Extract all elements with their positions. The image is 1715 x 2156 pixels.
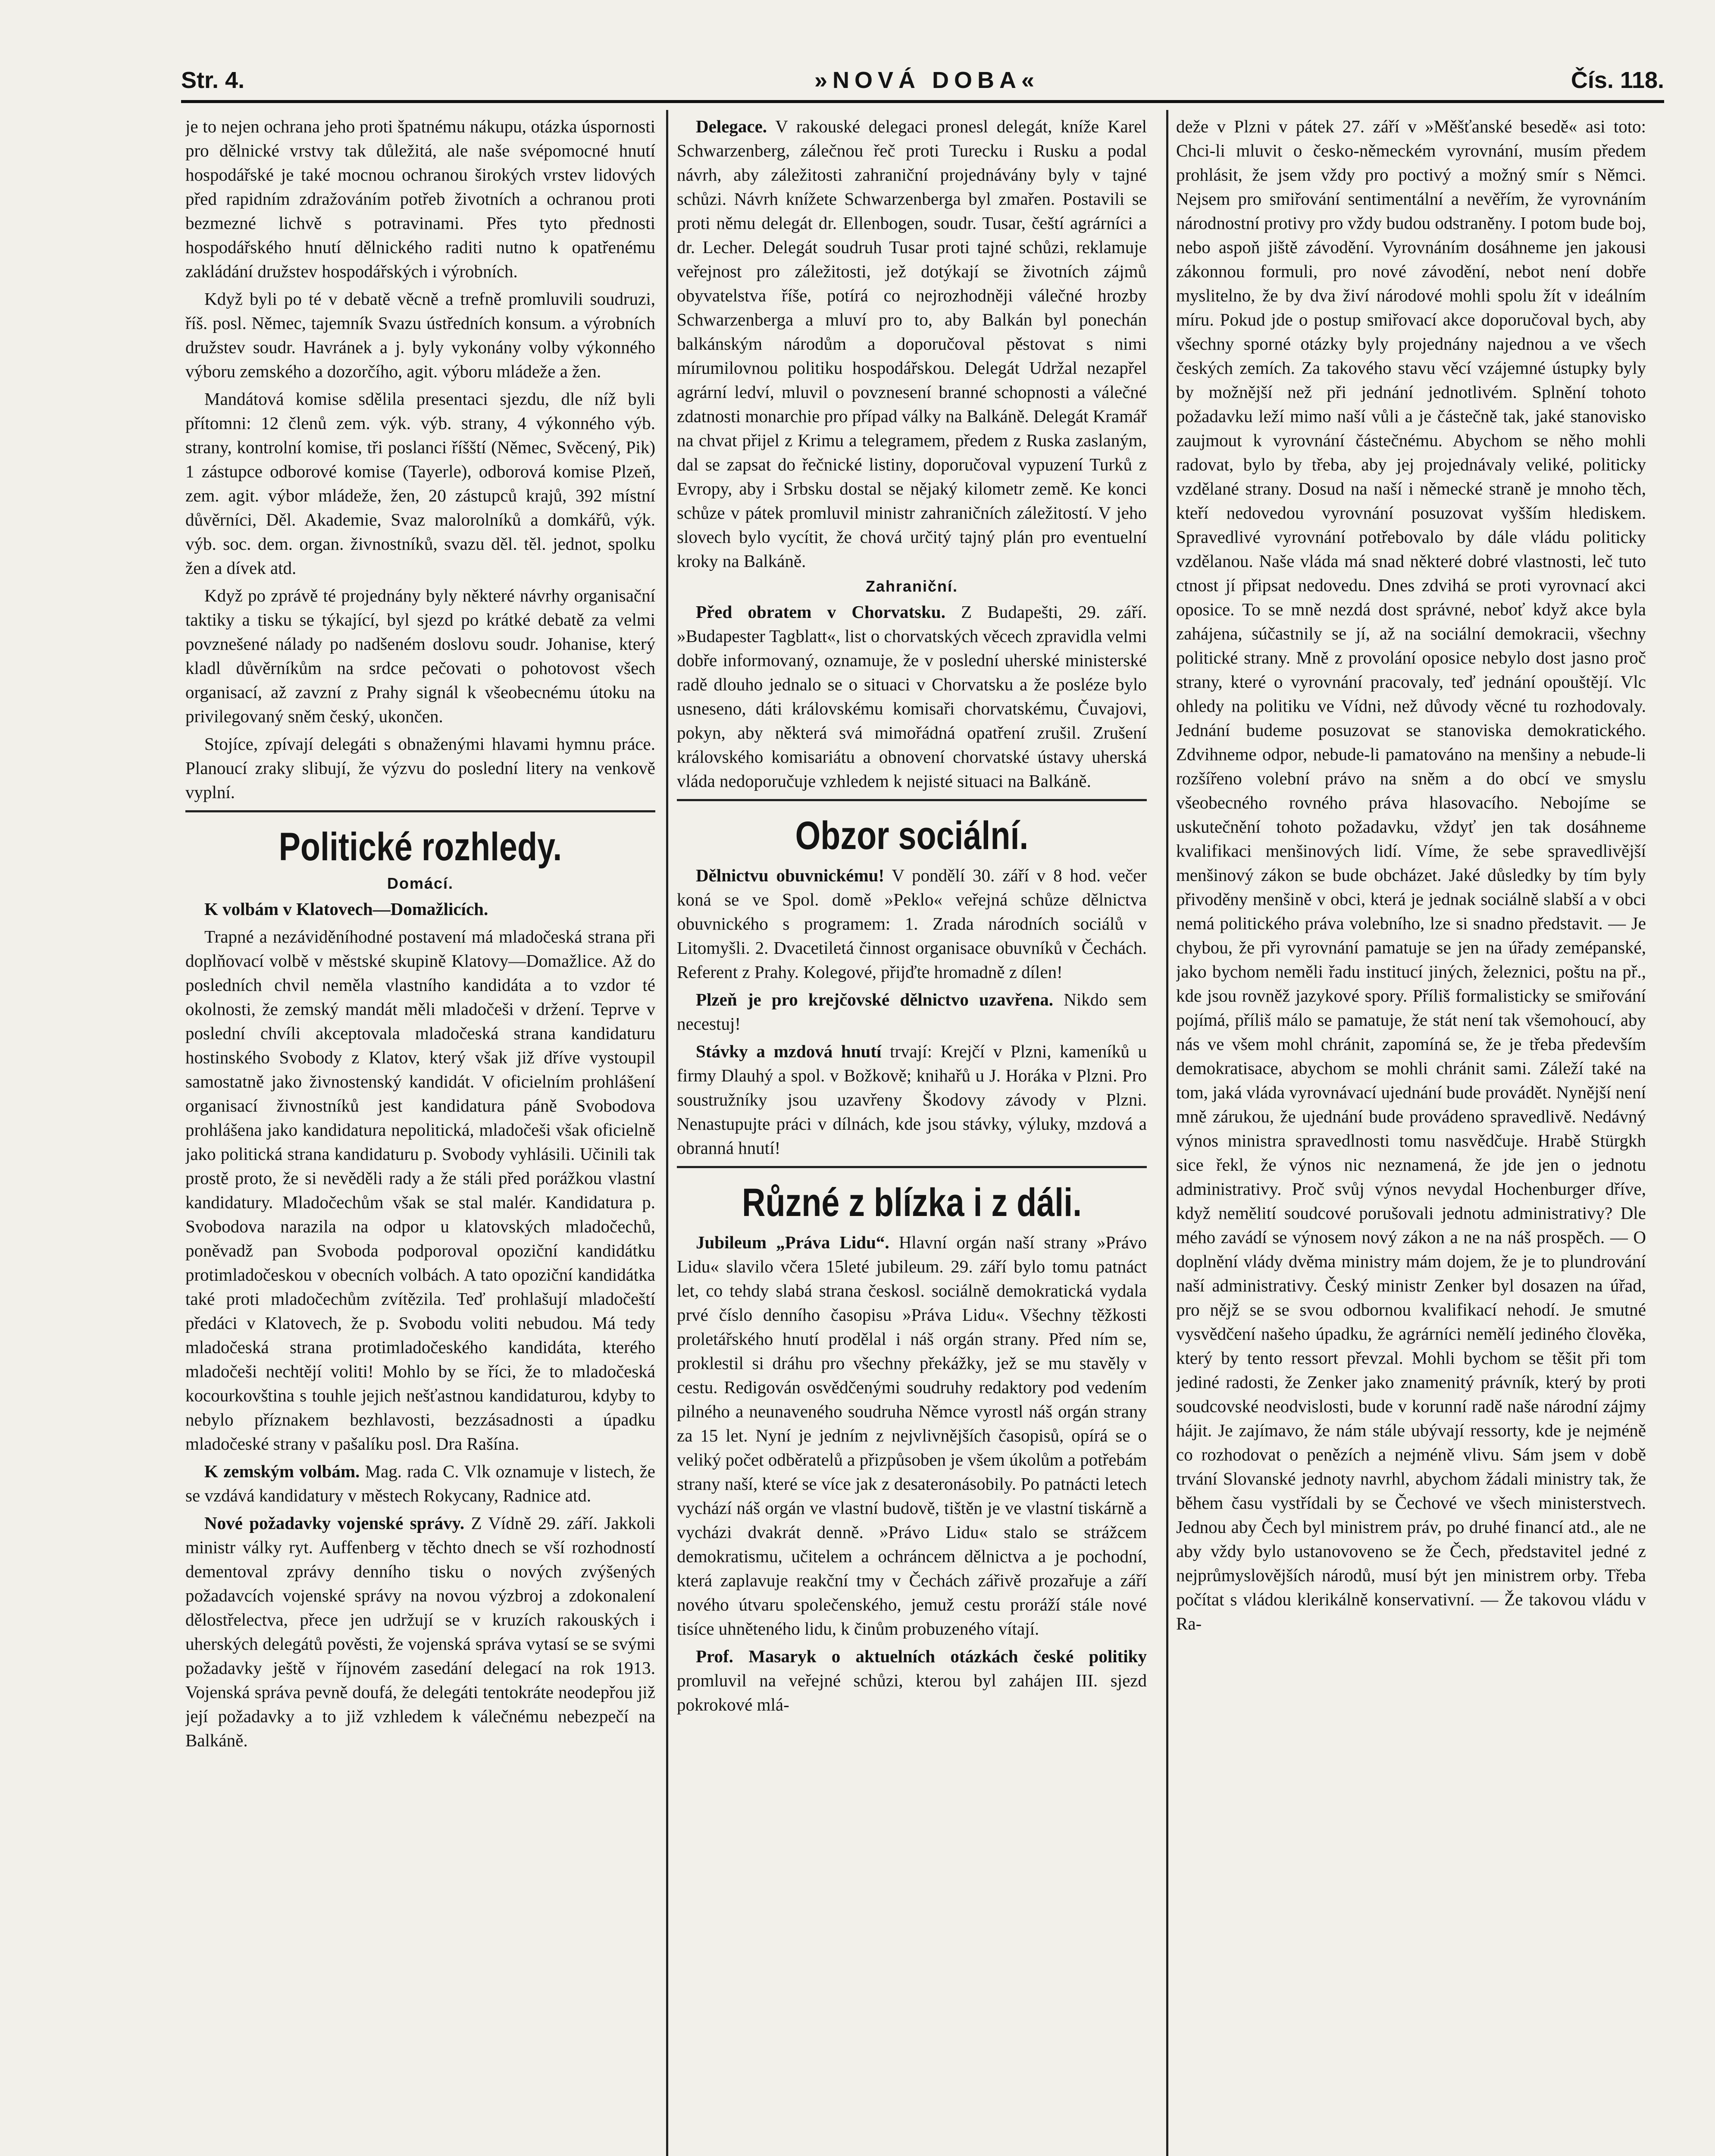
column-divider	[1166, 110, 1168, 2156]
column-1	[185, 114, 655, 2156]
article-text: Z Vídně 29. září. Jakkoli ministr války ryt. Auffenberg v těchto dnech se vší rozhodností dementoval zprávy denního tisku o nových zvýšených požadavcích vojenské správy na novou výzbroj a zdokonalení dělostřelectva, přece jen udržují se v kruzích rakouských i uherských delegátů pověsti, že vojenská správa vytasí se se svými požadavky ještě v říjnovém zasedání delegací na rok 1913. Vojenská správa pevně doufá, že delegáti tentokráte neodepřou již její požadavky a to již vzhledem k válečnému nebezpečí na Balkáně.	[185, 1513, 655, 1750]
article-title: Nové požadavky vojenské správy.	[204, 1513, 465, 1533]
paragraph: Když po zprávě té projednány byly některé návrhy organisační taktiky a tisku se týkající, byl sjezd po krátké debatě za velmi povznešené nálady po nadšeném doslovu soudr. Johanise, který kladl důvěrníkům na srdce pečovati o pohotovost všech organisací, až zavzní z Prahy signál k všeobecnému útoku na privilegovaný sněm český, ukončen.	[185, 586, 655, 726]
article-paragraph	[185, 1511, 655, 1752]
article-paragraph	[185, 1459, 655, 1507]
section-title-politicke-rozhledy: Politické rozhledy.	[279, 825, 562, 869]
paragraph: deže v Plzni v pátek 27. září v »Měšťanské besedě« asi toto: Chci-li mluvit o česko-německém vyrovnání, musím předem prohlásit, že jsem vždy pro poctivý a možný smír s Němci. Nejsem pro smiřování sentimentální a nevěřím, že vyrovnáním národnostní protivy pro vždy budou odstraněny. I potom bude boj, nebo aspoň jiště závodění. Vyrovnáním dosáhneme jen jakousi zákonnou formuli, pro nové závodění, nebot není dobře myslitelno, že by dva živí národové mohli spolu žít v ideálním míru. Pokud jde o postup smiřovací akce doporučoval bych, aby všechny sporné otázky byly projednány najednou a ve všech českých zemích. Za takového stavu věcí vzájemné ústupky byly by možnější než při jednání jednotlivém. Splnění tohoto požadavku leží mimo naší vůli a je částečně tak, jaké stanovisko zaujmout k vyrovnání částečnému. Abychom se něho mohli radovat, bylo by třeba, aby jej projednávaly veliké, politicky vzdělané strany. Dosud na naší i německé straně je mnoho těch, kteří nedovedou vyrovnání posuzovat vyšším hlediskem. Spravedlivé vyrovnání potřebovalo by dále vládu politicky vzdělanou. Naše vláda má snad některé dobré vlastnosti, leč tuto ctnost jí připsat nedovedu. Dnes zdvihá se proti vyrovnací akci oposice. To se mně nezdá dost správné, neboť když akce byla zahájena, súčastnily se jí, až na sociální demokracii, všechny politické strany. Mně z provolání oposice nebylo dost jasno proč strany, které o vyrovnání pracovaly, teď jednání opouštějí. Vlc ohledy na politiku ve Vídni, než důvody věcné tu rozhodovaly. Jednání budeme posuzovat se stanoviska demokratického. Zdvihneme odpor, nebude-li pamatováno na menšiny a nebude-li rozšířeno volební právo na sněm a do obcí ve smyslu všeobecného rovného práva hlasovacího. Nebojíme se uskutečnění tohoto požadavku, vždyť jen tak dosáhneme kvalifikaci menšinových lidí. Víme, že sebe spravedlivější menšinový zákon se bude obcházet. Jaké důsledky by tím byly přivoděny menšině v obci, která je jednak sociálně slabší a v obci nemá politického práva volebního, lze si snadno představit. — Je chybou, že při vyrovnání pamatuje se jen na úřady zemépanské, jako bychom neměli řadu institucí jiných, železnici, poštu na př., kde jsou rovněž jazykové spory. Příliš formalisticky se smiřování pojímá, příliš málo se pamatuje, že stát není tak všemohoucí, aby nás ve všem mohl chránit, zapomíná se, že je třeba především demokratisace, abychom se mohli chránit sami. Záleží také na tom, jaká vláda vyrovnávací ujednání bude provádět. Nynější není mně zárukou, že ujednání bude provádeno spravedlivě. Nedávný výnos ministra spravedlnosti tomu nasvědčuje. Hrabě Stürgkh sice řekl, že výnos nic neznamená, že jde jen o jednotu administrativy. Proč svůj výnos nevydal Hochenburger dříve, když nemělití soudcové porušovali jednotu administrativy? Dle mého zavádí se výnosem nový zákon a ne na náš prospěch. — O doplnění vlády dvěma ministry mám dojem, že je to plundrování naší administrativy. Český ministr Zenker byl dosazen na úřad, pro nějž se se svou odbornou kvalifikací nehodí. Je smutné vysvědčení našeho úpadku, že agrárníci nemělí jediného člověka, který by tento ressort převzal. Mohli bychom se těšit při tom jediné radosti, že Zenker jako znamenitý právník, který by proti soudcovské neodvislosti, bude v korunní radě naše národní zájmy hájit. Je zajímavo, že nám stále ubývají ressorty, kde je nejméně co rozhodovat o penězích a nejméně vlivu. Sám jsem v době trvání Slovanské jednoty navrhl, abychom žádali ministry tak, že během času vystřídali by se Čechové ve všech ministerstvech. Jednou aby Čech byl ministrem práv, po druhé financí atd., ale ne aby vždy bylo ustanovoveno se že Čech, představitel jedné z nejprůmyslovějších národů, musí být jen ministrem orby. Třeba počítat s vládou klerikálně konservativní. — Že takovou vládu v Ra-	[1176, 116, 1646, 1633]
article-text: V pondělí 30. září v 8 hod. večer koná se ve Spol. domě »Peklo« veřejná schůze dělnictva obuvnického s programem: 1. Zrada národních sociálů v Litomyšli. 2. Dvacetiletá činnost organisace obuvníků v Čechách. Referent z Prahy. Kolegové, přijďte hromadně z dílen!	[677, 865, 1147, 982]
column-2	[677, 114, 1147, 2156]
section-title-ruzne: Různé z blízka i z dáli.	[742, 1181, 1082, 1225]
section-rule	[677, 799, 1147, 801]
section-rule	[185, 810, 655, 812]
subsection-zahranicni: Zahraniční.	[865, 577, 958, 595]
article-title: Dělnictvu obuvnickému!	[696, 865, 885, 885]
paragraph: Trapné a nezáviděníhodné postavení má mladočeská strana při doplňovací volbě v městské skupině Klatovy—Domažlice. Až do posledních chvil neměla vlastního kandidáta a to vzdor té okolnosti, že zemský mandát měli mladočeši v držení. Teprve v poslední chvíli akceptovala mladočeská strana kandidaturu hostinského Svobody z Klatov, který však již dříve vystoupil samostatně jako živnostenský kandidát. V oficielním prohlášení organisací živnostníků jest kandidatura páně Svobodova prohlášena jako kandidatura nepolitická, mladočeši však oficielně jako politická strana kandidaturu p. Svobody vyhlásili. Učinili tak prostě proto, že si nevěděli rady a že stáli před porážkou vlastní kandidatury. Mladočechům však se stal malér. Kandidatura p. Svobodova narazila na odpor u klatovských mladočechů, poněvadž pan Svoboda podporoval opoziční kandidátku protimladočeskou v obecních volbách. A tato opoziční kandidátka také proti mladočechům zvítězila. Teď prohlašují mladočeští předáci v Klatovech, že p. Svobodu voliti nebudou. Má tedy mladočeská strana protimladočeského kandidáta, kterého mladočeši nechtějí voliti! Mohlo by se říci, že to mladočeská kocourkovština s touhle jejich nešťastnou kandidaturou, kdyby to nebylo příznakem bezhlavosti, bezzásadnosti a úpadku mladočeské strany v pašalíku posl. Dra Rašína.	[185, 927, 655, 1454]
header-rule	[181, 100, 1664, 103]
article-text: Hlavní orgán naší strany »Právo Lidu« slavilo včera 15leté jubileum. 29. září bylo tomu patnáct let, co tehdy slabá strana českosl. sociálně demokratická vydala prvé číslo denního časopisu »Práva Lidu«. Všechny těžkosti proletářského hnutí prodělal i náš orgán strany. Před ním se, proklestil si dráhu pro všechny překážky, jež se mu stavěly v cestu. Redigován osvědčenými soudruhy redaktory pod vedením pilného a neunaveného soudruha Němce vyrostl náš orgán strany za 15 let. Nyní je jedním z nejvlivnějších časopisů, opírá se o veliký počet odběratelů a přizpůsoben je všem úkolům a potřebám strany naší, které se více jak z desateronásobily. Po patnácti letech vychází náš orgán ve vlastní budově, tištěn je ve vlastní tiskárně a vycházi dvakrát denně. »Právo Lidu« stalo se strážcem demokratismu, učitelem a ochráncem dělnictva a je pochodní, která zaplavuje reakční tmy v Čechách zářivě prozařuje a září nového útvaru společenského, jemuž cestu proráží stále nové tisíce uhněteného lidu, k činům probuzeného vítají.	[677, 1232, 1147, 1639]
article-text: Mag. rada C. Vlk oznamuje v listech, že se vzdává kandidatury v městech Rokycany, Radnice atd.	[185, 1461, 655, 1505]
article-paragraph	[677, 863, 1147, 984]
subsection-domaci: Domácí.	[387, 874, 454, 892]
article-paragraph	[677, 114, 1147, 573]
issue-number: Čís. 118.	[1571, 67, 1664, 93]
article-text: Nikdo sem necestuj!	[677, 990, 1147, 1034]
article-title: Před obratem v Chorvatsku.	[696, 602, 945, 622]
newspaper-title: »NOVÁ DOBA«	[814, 67, 1040, 93]
section-title-obzor-socialni: Obzor sociální.	[795, 814, 1029, 858]
article-title: Delegace.	[696, 116, 767, 136]
page-number: Str. 4.	[181, 67, 245, 93]
article-paragraph	[677, 987, 1147, 1036]
article-title: Jubileum „Práva Lidu“.	[696, 1232, 889, 1252]
column-3	[1176, 114, 1646, 2156]
article-title: K volbám v Klatovech—Domažlicích.	[204, 899, 488, 919]
article-paragraph	[677, 1039, 1147, 1160]
article-title: Prof. Masaryk o aktuelních otázkách české politiky	[696, 1646, 1147, 1666]
article-text: V rakouské delegaci pronesl delegát, kníže Karel Schwarzenberg, zálečnou řeč proti Turecku i Rusku a podal návrh, aby záležitosti zahraniční projednávány byly v tajné schůzi. Návrh knížete Schwarzenberga byl zmařen. Postavili se proti němu delegát dr. Ellenbogen, soudr. Tusar, čeští agrárníci a dr. Lecher. Delegát soudruh Tusar proti tajné schůzi, reklamuje veřejnost pro záležitosti, jež dotýkají se životních zájmů obyvatelstva říše, potírá co nejrozhodněji válečné hrozby Schwarzenberga a mluví pro to, aby Balkán byl ponechán balkánským národům a doporučoval pěstovat s nimi mírumilovnou politiku hospodářskou. Delegát Udržal nezapřel agrární ledví, mluvil o povznesení branné schopnosti a válečné zdatnosti monarchie pro případ války na Balkáně. Delegát Kramář na chvat přijel z Krimu a telegramem, předem z Ruska zaslaným, dal se zapsat do řečnické listiny, doporučoval vypuzení Turků z Evropy, aby i Srbsku dostal se nějaký kilometr země. Ke konci schůze v pátek promluvil ministr zahraničních záležitostí. V jeho slovech bylo vycítit, že chová určitý tajný plán pro eventuelní kroky na Balkáně.	[677, 116, 1147, 571]
paragraph: je to nejen ochrana jeho proti špatnému nákupu, otázka úspornosti pro dělnické vrstvy tak důležitá, ale naše svépomocné hnutí hospodářské je také mocnou ochranou širokých vrstev lidových před rapidním zdražováním potřeb životních a ochranou proti bezmezné lichvě s potravinami. Přes tyto přednosti hospodářského hnutí dělnického raditi nutno k opatřenému zakládání družstev hospodářských i výrobních.	[185, 116, 655, 281]
article-title: Plzeň je pro krejčovské dělnictvo uzavřena.	[696, 990, 1054, 1009]
article-title: Stávky a mzdová hnutí	[696, 1041, 882, 1061]
article-paragraph	[677, 1644, 1147, 1717]
paragraph: Stojíce, zpívají delegáti s obnaženými hlavami hymnu práce. Planoucí zraky slibují, že výzvu do poslední litery na venkově vyplní.	[185, 734, 655, 802]
section-rule	[677, 1166, 1147, 1168]
article-title: K zemským volbám.	[204, 1461, 360, 1481]
article-paragraph	[677, 1230, 1147, 1641]
article-paragraph	[677, 600, 1147, 793]
article-text: trvají: Krejčí v Plzni, kameníků u firmy Dlauhý a spol. v Božkově; knihařů u J. Horáka v Plzni. Pro soustružníky jsou uzavřeny Škodovy závody v Plzni. Nenastupujte práci v dílnách, kde jsou stávky, výluky, mzdová a obranná hnutí!	[677, 1041, 1147, 1158]
article-text: Z Budapešti, 29. září. »Budapester Tagblatt«, list o chorvatských věcech zpravidla velmi dobře informovaný, oznamuje, že v poslední uherské ministerské radě dlouho jednalo se o situaci v Chorvatsku a že posléze bylo usneseno, dáti královskému komisaři chorvatskému, Čuvajovi, pokyn, aby některá svá mimořádná opatření zrušil. Zrušení královského komisariátu a obnovení chorvatské ústavy uherská vláda nedoporučuje vzhledem k nejisté situaci na Balkáně.	[677, 602, 1147, 791]
column-divider	[666, 110, 668, 2156]
paragraph: Mandátová komise sdělila presentaci sjezdu, dle níž byli přítomni: 12 členů zem. výk. výb. strany, 4 výkonného výb. strany, kontrolní komise, tři poslanci říšští (Němec, Svěcený, Pik) 1 zástupce odborové komise (Tayerle), odborová komise Plzeň, zem. agit. výbor mládeže, žen, 20 zástupců krajů, 392 místní důvěrníci, Děl. Akademie, Svaz malorolníků a domkářů, výk. výb. soc. dem. organ. živnostníků, svazu děl. těl. jednot, spolku žen a dívek atd.	[185, 389, 655, 578]
paragraph: Když byli po té v debatě věcně a trefně promluvili soudruzi, říš. posl. Němec, tajemník Svazu ústředních konsum. a výrobních družstev soudr. Havránek a j. byly vykonány volby výkonného výboru zemského a dozorčího, agit. výboru mládeže a žen.	[185, 289, 655, 381]
article-text: promluvil na veřejné schůzi, kterou byl zahájen III. sjezd pokrokové mlá-	[677, 1670, 1147, 1714]
